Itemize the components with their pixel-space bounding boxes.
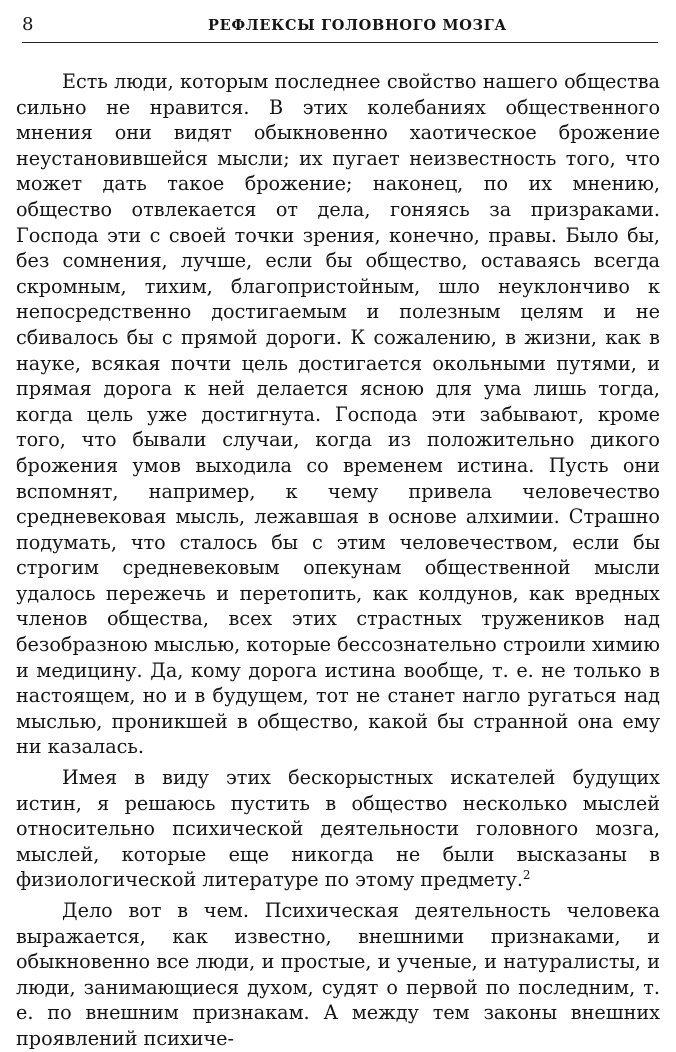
paragraph-2-text: Имея в виду этих бескорыстных искателей будущих истин, я решаюсь пустить в общество несколько мыслей относительно психической деятельности головного мозга, мыслей, которые еще никогда не были высказаны в физиологической литературе по этому предмету.	[16, 766, 660, 892]
paragraph-1-text: Есть люди, которым последнее свойство нашего общества сильно не нравится. В этих колебаниях общественного мнения они видят обыкновенно хаотическое брожение неустановившейся мысли; их пугает неизвестность того, что может дать такое брожение; наконец, по их мнению, общество отвлекается от дела, гоняясь за призраками. Господа эти с своей точки зрения, конечно, правы. Было бы, без сомнения, лучше, если бы общество, оставаясь всегда скромным, тихим, благопристойным, шло неуклончиво к непосредственно достигаемым и полезным целям и не сбивалось бы с прямой дороги. К сожалению, в жизни, как в науке, всякая почти цель достигается окольными путями, и прямая дорога к ней делается ясною для ума лишь тогда, когда цель уже достигнута. Господа эти забывают, кроме того, что бывали случаи, когда из положительно дикого брожения умов выходила со временем истина. Пусть они вспомнят, например, к чему привела человечество средневековая мысль, лежавшая в основе алхимии. Страшно подумать, что сталось бы с этим человечеством, если бы строгим средневековым опекунам общественной мысли удалось пережечь и перетопить, как колдунов, как вредных членов общества, всех этих страстных тружеников над безобразною мыслью, которые бессознательно строили химию и медицину. Да, кому дорога истина вообще, т. е. не только в настоящем, но и в будущем, тот не станет нагло ругаться над мыслью, проникшей в общество, какой бы странной она ему ни казалась.	[16, 70, 660, 759]
paragraph-1	[16, 69, 660, 760]
paragraph-3	[16, 898, 660, 1052]
running-title: РЕФЛЕКСЫ ГОЛОВНОГО МОЗГА	[208, 17, 507, 34]
header-rule	[22, 42, 658, 43]
paragraph-3-text: Дело вот в чем. Психическая деятельность человека выражается, как известно, внешними признаками, и обыкновенно все люди, и простые, и ученые, и натуралисты, и люди, занимающиеся духом, судят о первой по последним, т. е. по внешним признакам. А между тем законы внешних проявлений психиче-	[16, 899, 660, 1050]
page-number: 8	[22, 14, 34, 35]
paragraph-2	[16, 765, 660, 893]
body-text	[16, 69, 660, 1052]
page-header	[22, 10, 658, 40]
footnote-reference[interactable]: 2	[522, 868, 531, 883]
